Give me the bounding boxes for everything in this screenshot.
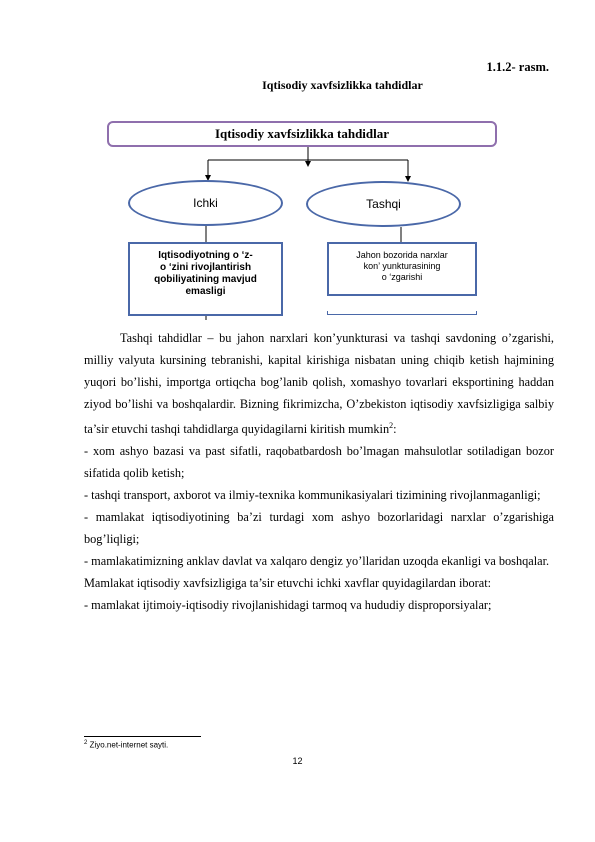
- footnote-text: Ziyo.net-internet sayti.: [89, 740, 169, 750]
- list-item: - mamlakat ijtimoiy-iqtisodiy rivojlanishidagi tarmoq va hududiy disproporsiyalar;: [84, 598, 492, 613]
- list-item: - mamlakat iqtisodiyotining ba’zi turdagi xom ashyo bozorlaridagi narxlar o’zgarishiga bog’liqligi;: [84, 510, 554, 547]
- list-item: - xom ashyo bazasi va past sifatli, raqobatbardosh bo’lmagan mahsulotlar sotiladigan bozor sifatida qolib ketish;: [84, 444, 554, 481]
- paragraph-text: Tashqi tahdidlar – bu jahon narxlari kon’yunkturasi va tashqi savdoning o’zgarishi, milliy valyuta kursining tebranishi, kapital kirishiga nisbatan uning chiqib ketish hajmining yuqori bo’lishi, importga ortiqcha bog’lanib qolish, xomashyo tovarlari eksportining haddan ziyod bo’lishi va boshqalardir. Bizning fikrimizcha, O’zbekiston iqtisodiy xavfsizligiga salbiy ta’sir etuvchi tashqi tahdidlarga quyidagilarni kiritish mumkin: [84, 331, 554, 437]
- external-threat-line: o ‘zgarishi: [381, 272, 423, 282]
- internal-threat-box: [128, 242, 283, 316]
- paragraph: [84, 327, 554, 440]
- footnote: [84, 740, 168, 750]
- internal-threat-line: o ‘zini rivojlantirish: [159, 262, 252, 273]
- diagram-top-box: Iqtisodiy xavfsizlikka tahdidlar: [107, 121, 497, 147]
- internal-threat-line: qobiliyatining mavjud: [154, 274, 257, 285]
- figure-title: Iqtisodiy xavfsizlikka tahdidlar: [262, 78, 423, 92]
- footnote-divider: [84, 736, 201, 737]
- internal-threat-line: Iqtisodiyotning o ‘z-: [158, 250, 253, 261]
- external-box-underline: [327, 311, 477, 315]
- figure-number: 1.1.2- rasm.: [486, 60, 549, 74]
- paragraph-end: :: [393, 422, 397, 437]
- external-threats-ellipse: Tashqi: [306, 181, 461, 227]
- external-threat-line: Jahon bozorida narxlar: [356, 250, 448, 260]
- body-text: [84, 327, 554, 616]
- internal-threat-line: emasligi: [185, 286, 226, 297]
- footnote-mark: 2: [84, 740, 88, 746]
- list-item: - tashqi transport, axborot va ilmiy-texnika kommunikasiyalari tizimining rivojlanmaganligi;: [84, 488, 541, 503]
- footnote-ref: 2: [389, 421, 394, 430]
- external-threat-line: kon’ yunkturasining: [363, 261, 441, 271]
- diagram-connectors: [0, 0, 595, 330]
- internal-threats-ellipse: Ichki: [128, 180, 283, 226]
- paragraph: Mamlakat iqtisodiy xavfsizligiga ta’sir etuvchi ichki xavflar quyidagilardan iborat:: [84, 576, 492, 591]
- page-number: 12: [292, 756, 303, 766]
- list-item: - mamlakatimizning anklav davlat va xalqaro dengiz yo’llaridan uzoqda ekanligi va boshqalar.: [84, 554, 550, 569]
- external-threat-box: [327, 242, 477, 296]
